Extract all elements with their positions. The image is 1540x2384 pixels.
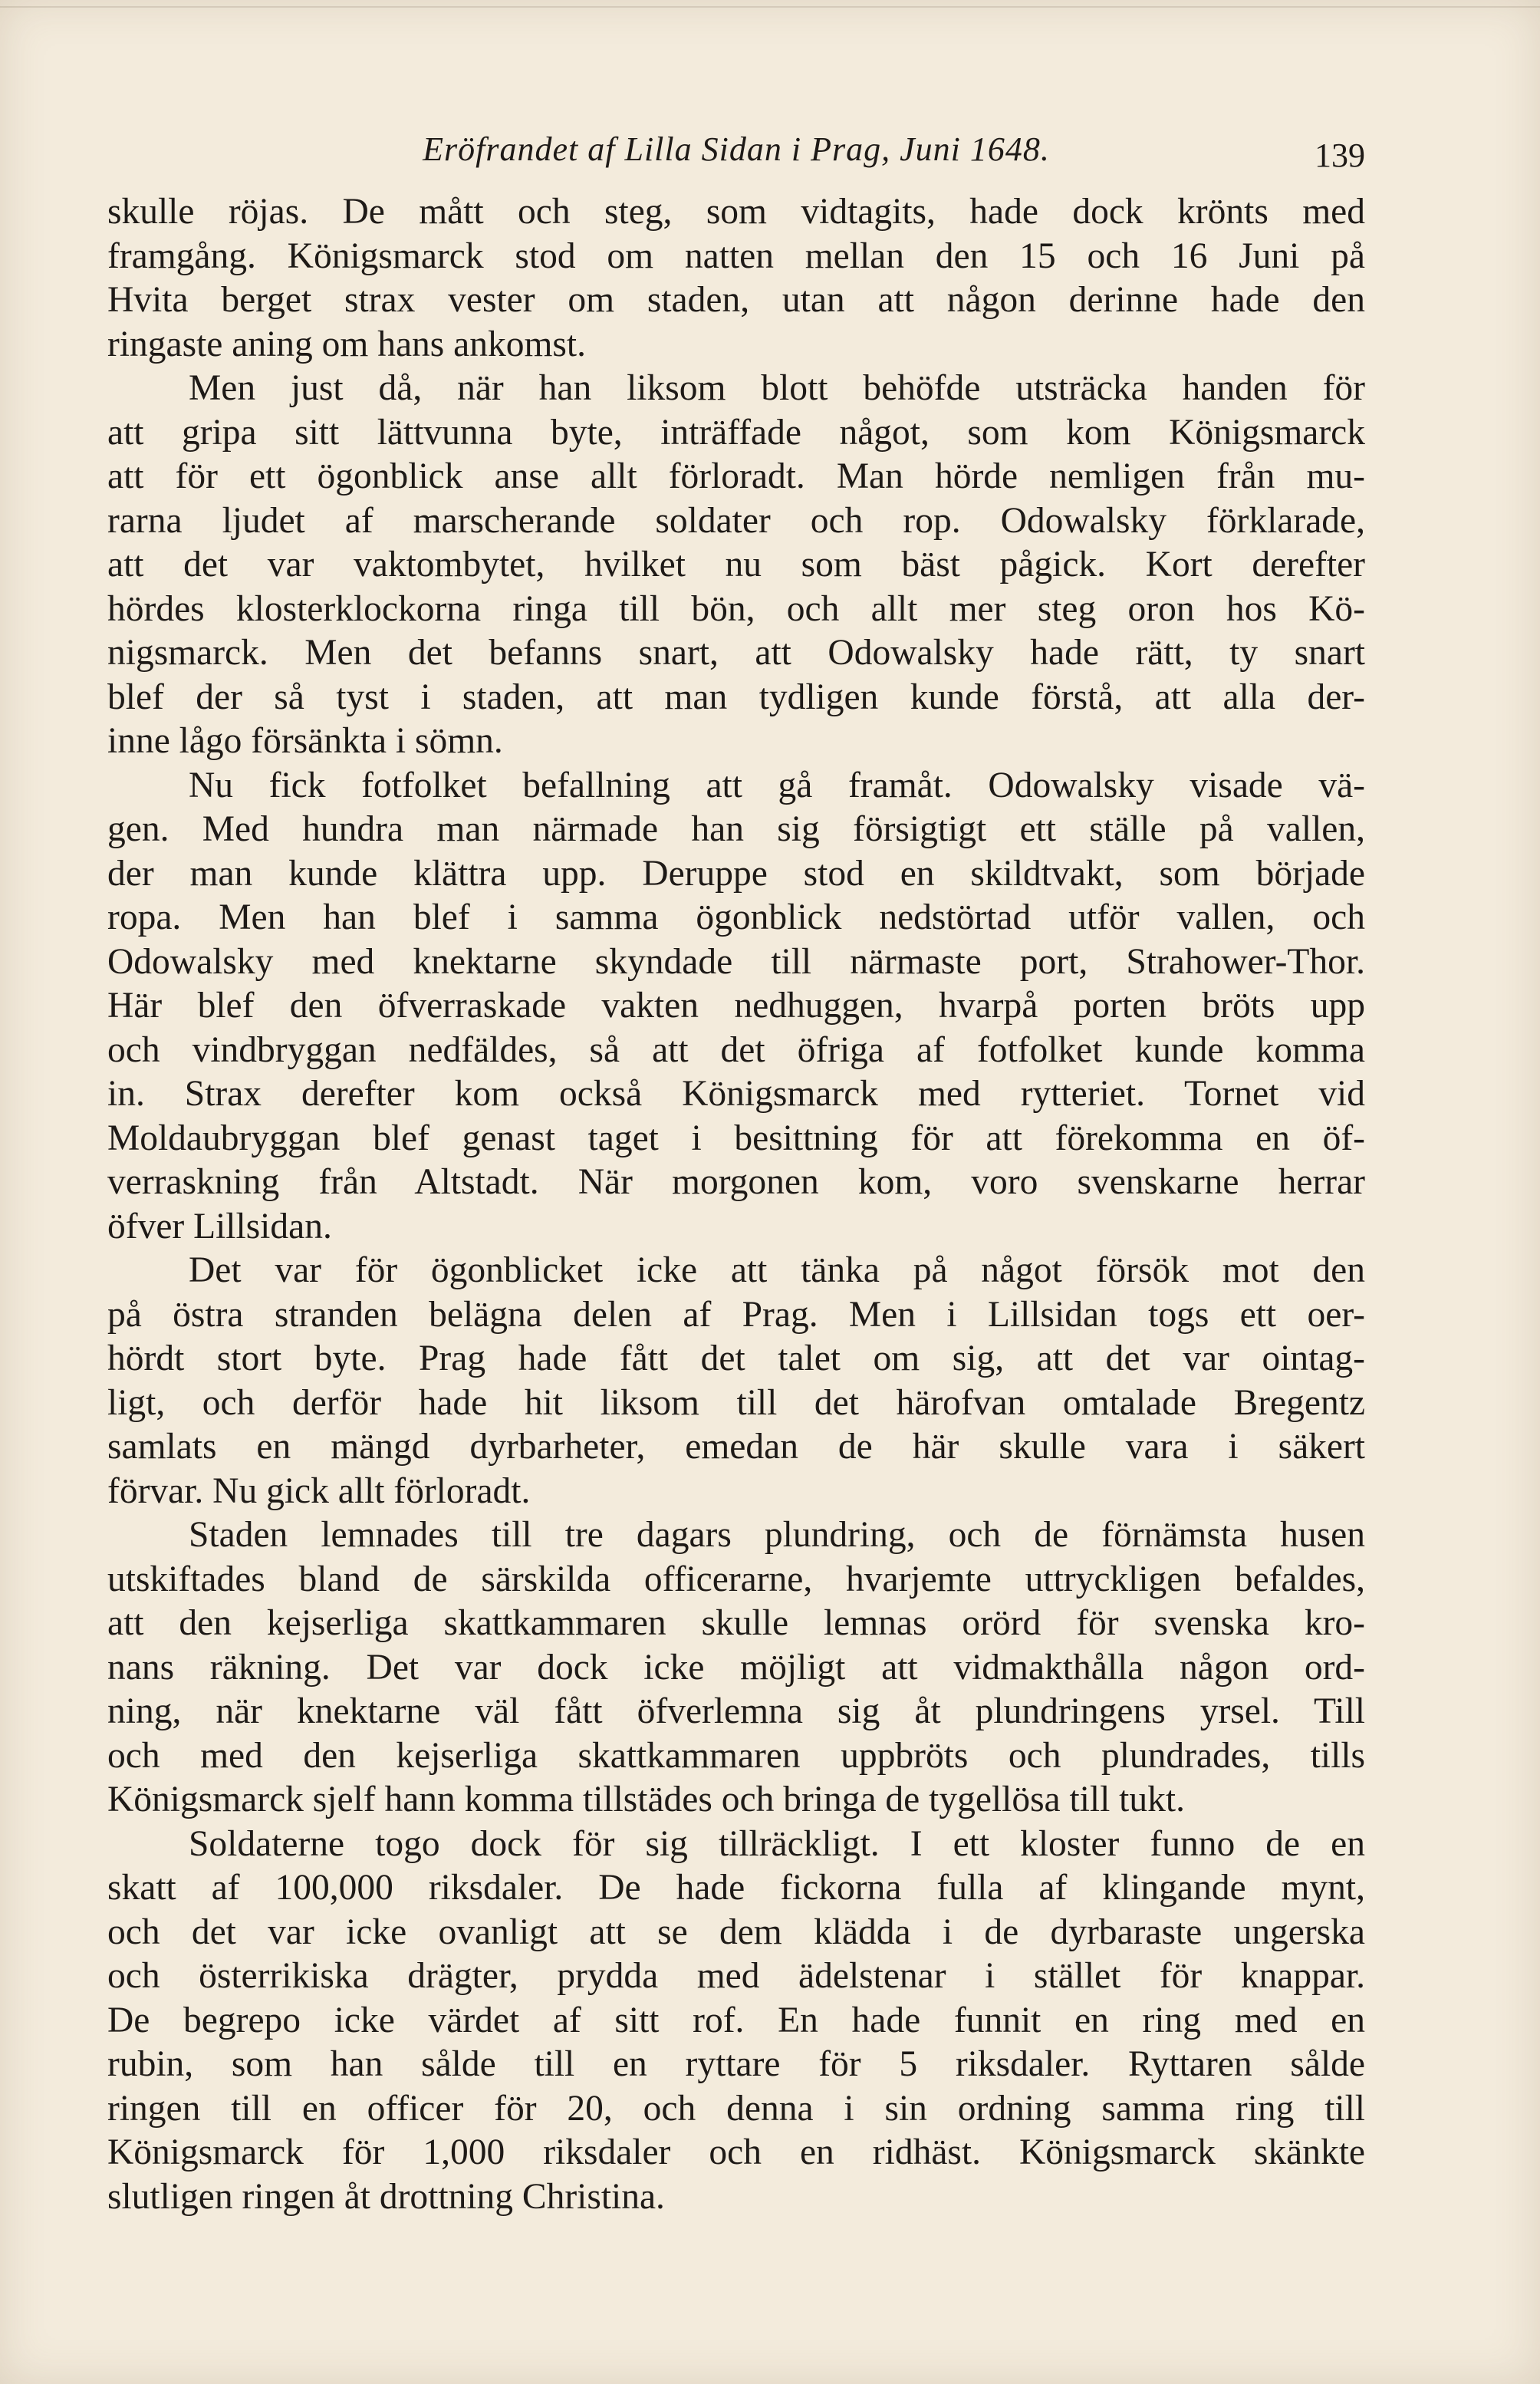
- page-number: 139: [1315, 137, 1365, 174]
- text-line: ning, när knektarne väl fått öfverlemna sig åt plundringens yrsel. Till: [107, 1691, 1365, 1731]
- text-line: att det var vaktombytet, hvilket nu som bäst pågick. Kort derefter: [107, 545, 1365, 584]
- text-line: och vindbryggan nedfäldes, så att det öfriga af fotfolket kunde komma: [107, 1029, 1365, 1070]
- text-line: slutligen ringen åt drottning Christina.: [107, 2176, 665, 2217]
- running-header: [107, 119, 1365, 180]
- text-line: Hvita berget strax vester om staden, utan att någon derinne hade den: [107, 280, 1365, 320]
- text-line: hördes klosterklockorna ringa till bön, och allt mer steg oron hos Kö-: [107, 588, 1365, 629]
- text-line: framgång. Königsmarck stod om natten mellan den 15 och 16 Juni på: [107, 235, 1365, 276]
- text-line: på östra stranden belägna delen af Prag. Men i Lillsidan togs ett oer-: [107, 1294, 1365, 1335]
- text-line: öfver Lillsidan.: [107, 1206, 332, 1246]
- text-line: hördt stort byte. Prag hade fått det talet om sig, att det var ointag-: [107, 1339, 1365, 1378]
- text-line: att gripa sitt lättvunna byte, inträffade något, som kom Königsmarck: [107, 412, 1365, 453]
- text-line: och österrikiska drägter, prydda med ädelstenar i stället för knappar.: [107, 1956, 1365, 1996]
- text-line: Moldaubryggan blef genast taget i besittning för att förekomma en öf-: [107, 1118, 1365, 1158]
- text-line: ropa. Men han blef i samma ögonblick nedstörtad utför vallen, och: [107, 897, 1365, 937]
- running-title: Eröfrandet af Lilla Sidan i Prag, Juni 1648.: [423, 130, 1050, 168]
- text-line: och med den kejserliga skattkammaren uppbröts och plundrades, tills: [107, 1735, 1365, 1776]
- text-line: verraskning från Altstadt. När morgonen kom, voro svenskarne herrar: [107, 1162, 1365, 1202]
- body-text: [107, 190, 1365, 2219]
- text-line: Odowalsky med knektarne skyndade till närmaste port, Strahower-Thor.: [107, 941, 1365, 982]
- text-line: och det var icke ovanligt att se dem klädda i de dyrbaraste ungerska: [107, 1911, 1365, 1952]
- text-line: ringaste aning om hans ankomst.: [107, 324, 586, 364]
- text-line: nigsmarck. Men det befanns snart, att Odowalsky hade rätt, ty snart: [107, 633, 1365, 673]
- text-line: skulle röjas. De mått och steg, som vidtagits, hade dock krönts med: [107, 192, 1365, 232]
- text-line: Nu fick fotfolket befallning att gå framåt. Odowalsky visade vä-: [189, 765, 1365, 805]
- page-edge-line: [0, 0, 1540, 8]
- text-line: ligt, och derför hade hit liksom till det härofvan omtalade Bregentz: [107, 1382, 1365, 1423]
- text-line: in. Strax derefter kom också Königsmarck med rytteriet. Tornet vid: [107, 1074, 1365, 1114]
- text-line: Staden lemnades till tre dagars plundring, och de förnämsta husen: [189, 1515, 1365, 1555]
- text-line: Men just då, när han liksom blott behöfde utsträcka handen för: [189, 368, 1365, 408]
- text-line: att den kejserliga skattkammaren skulle lemnas orörd för svenska kro-: [107, 1603, 1365, 1643]
- text-line: Königsmarck sjelf hann komma tillstädes och bringa de tygellösa till tukt.: [107, 1780, 1185, 1819]
- text-line: der man kunde klättra upp. Deruppe stod en skildtvakt, som började: [107, 853, 1365, 894]
- text-line: ringen till en officer för 20, och denna i sin ordning samma ring till: [107, 2088, 1365, 2129]
- text-line: samlats en mängd dyrbarheter, emedan de här skulle vara i säkert: [107, 1427, 1365, 1467]
- text-line: Här blef den öfverraskade vakten nedhuggen, hvarpå porten bröts upp: [107, 986, 1365, 1026]
- text-line: nans räkning. Det var dock icke möjligt att vidmakthålla någon ord-: [107, 1647, 1365, 1688]
- text-line: förvar. Nu gick allt förloradt.: [107, 1470, 531, 1511]
- text-line: blef der så tyst i staden, att man tydligen kunde förstå, att alla der-: [107, 677, 1365, 717]
- text-line: inne lågo försänkta i sömn.: [107, 721, 503, 761]
- text-line: De begrepo icke värdet af sitt rof. En hade funnit en ring med en: [107, 2000, 1365, 2040]
- text-line: rubin, som han sålde till en ryttare för 5 riksdaler. Ryttaren sålde: [107, 2044, 1365, 2084]
- text-line: Königsmarck för 1,000 riksdaler och en ridhäst. Königsmarck skänkte: [107, 2132, 1365, 2172]
- text-line: skatt af 100,000 riksdaler. De hade fickorna fulla af klingande mynt,: [107, 1868, 1365, 1908]
- text-line: utskiftades bland de särskilda officerarne, hvarjemte uttryckligen befaldes,: [107, 1559, 1365, 1599]
- text-line: Det var för ögonblicket icke att tänka på något försök mot den: [189, 1250, 1365, 1290]
- text-line: gen. Med hundra man närmade han sig försigtigt ett ställe på vallen,: [107, 809, 1365, 849]
- text-line: att för ett ögonblick anse allt förloradt. Man hörde nemligen från mu-: [107, 456, 1365, 496]
- text-line: rarna ljudet af marscherande soldater och rop. Odowalsky förklarade,: [107, 500, 1365, 541]
- text-line: Soldaterne togo dock för sig tillräckligt. I ett kloster funno de en: [189, 1823, 1365, 1864]
